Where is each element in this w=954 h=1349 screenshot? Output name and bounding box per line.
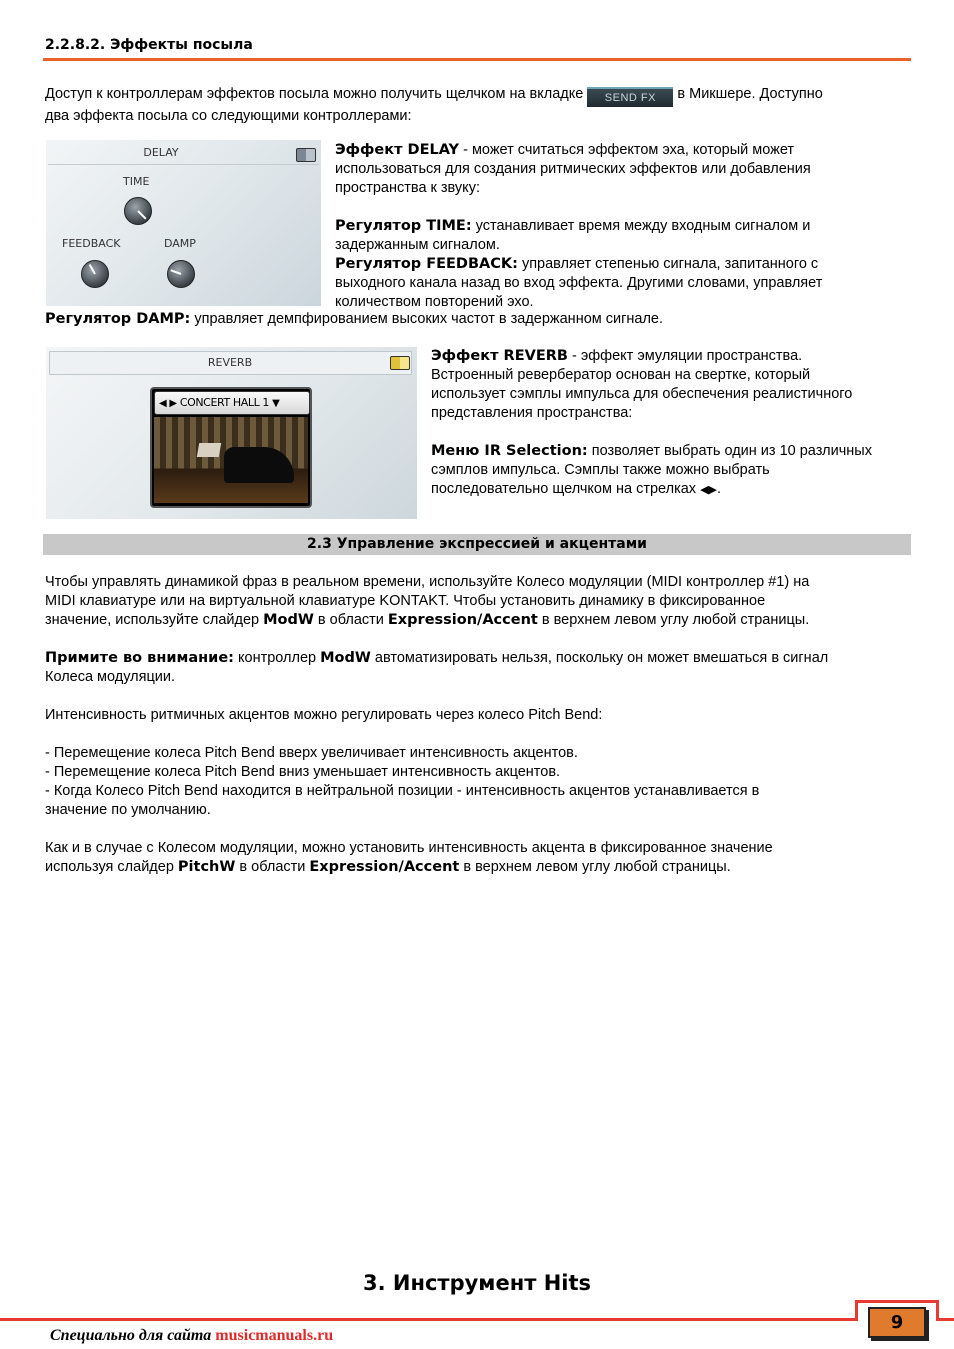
damp-knob[interactable] xyxy=(167,260,195,288)
ir-selection-menu[interactable] xyxy=(154,391,310,415)
damp-control-label: Регулятор DAMP: xyxy=(45,311,191,327)
section-divider xyxy=(43,58,911,61)
bullet-1: - Перемещение колеса Pitch Bend вверх увеличивает интенсивность акцентов. xyxy=(45,745,578,761)
ir-menu-end: . xyxy=(717,481,722,497)
delay-title: DELAY xyxy=(143,146,179,159)
note-label: Примите во внимание: xyxy=(45,650,234,666)
reverb-header xyxy=(49,351,412,375)
delay-panel xyxy=(46,140,321,306)
bullet-3: - Когда Колесо Pitch Bend находится в нейтральной позиции - интенсивность акцентов устанавливается в xyxy=(45,783,760,799)
modw-term: ModW xyxy=(263,612,314,628)
footer-note-text: Специально для сайта xyxy=(50,1327,216,1344)
next-arrow-icon[interactable]: ▶ xyxy=(169,398,177,409)
p1-line2: MIDI клавиатуре или на виртуальной клавиатуре KONTAKT. Чтобы установить динамику в фиксированное xyxy=(45,593,766,609)
p1-line3-end: в верхнем левом углу любой страницы. xyxy=(537,612,810,628)
delay-toggle-button[interactable] xyxy=(296,148,316,162)
bullet-3-line2: значение по умолчанию. xyxy=(45,802,211,818)
delay-heading: Эффект DELAY xyxy=(335,142,460,158)
delay-line3: пространства к звуку: xyxy=(335,180,480,196)
reverb-toggle-button[interactable] xyxy=(390,356,410,370)
band-title: 2.3 Управление экспрессией и акцентами xyxy=(307,536,647,552)
footer-tab-edge xyxy=(855,1300,858,1321)
send-fx-tab[interactable]: SEND FX xyxy=(587,87,673,107)
note-modw-term: ModW xyxy=(320,650,371,666)
reverb-title: REVERB xyxy=(207,356,253,369)
concert-hall-image xyxy=(154,417,308,503)
pitchw-term: PitchW xyxy=(177,859,236,875)
p4-line2-end: в верхнем левом углу любой страницы. xyxy=(459,859,731,875)
reverb-line4: представления пространства: xyxy=(431,405,633,421)
reverb-panel xyxy=(46,347,417,519)
feedback-control-label: Регулятор FEEDBACK: xyxy=(335,256,518,272)
p4-line2-mid: в области xyxy=(235,859,310,875)
music-stand xyxy=(197,443,221,457)
reverb-description xyxy=(431,347,921,500)
ir-menu-text: позволяет выбрать один из 10 различных xyxy=(587,443,872,459)
dropdown-arrow-icon[interactable]: ▼ xyxy=(272,398,280,409)
p4-expression-accent-term: Expression/Accent xyxy=(309,859,460,875)
expression-accent-term: Expression/Accent xyxy=(387,612,538,628)
reverb-heading: Эффект REVERB xyxy=(431,348,568,364)
feedback-label: FEEDBACK xyxy=(62,237,121,250)
footer-rule-right xyxy=(936,1318,954,1321)
note-text: контроллер xyxy=(233,650,321,666)
ir-menu-line2: сэмплов импульса. Сэмплы также можно выбрать xyxy=(431,462,770,478)
delay-line2: использоваться для создания ритмических эффектов или добавления xyxy=(335,161,811,177)
reverb-heading-rest: - эффект эмуляции пространства. xyxy=(567,348,803,364)
damp-control-text: управляет демпфированием высоких частот в задержанном сигнале. xyxy=(190,311,664,327)
prev-arrow-icon[interactable]: ◀ xyxy=(159,398,167,409)
intro-text-after: в Микшере. Доступно xyxy=(673,86,823,102)
page-number: 9 xyxy=(868,1307,926,1338)
piano xyxy=(224,447,294,483)
ir-menu-label: Меню IR Selection: xyxy=(431,443,588,459)
p4-line2: используя слайдер xyxy=(45,859,178,875)
bullet-2: - Перемещение колеса Pitch Bend вниз уменьшает интенсивность акцентов. xyxy=(45,764,561,780)
feedback-control-line2: выходного канала назад во вход эффекта. Другими словами, управляет xyxy=(335,275,823,291)
time-control-text: устанавливает время между входным сигналом и xyxy=(471,218,811,234)
reverb-line3: использует сэмплы импульса для обеспечения реалистичного xyxy=(431,386,853,402)
ir-menu-line3: последовательно щелчком на стрелках xyxy=(431,481,697,497)
intro-paragraph xyxy=(45,85,915,126)
damp-label: DAMP xyxy=(164,237,196,250)
intro-text: Доступ к контроллерам эффектов посыла можно получить щелчком на вкладке xyxy=(45,86,588,102)
time-label: TIME xyxy=(123,175,150,188)
damp-description xyxy=(45,310,915,329)
footer-site-link[interactable]: musicmanuals.ru xyxy=(215,1327,334,1344)
footer-note xyxy=(50,1327,333,1345)
arrows-icon: ◀▶ xyxy=(700,484,718,496)
feedback-control-text: управляет степенью сигнала, запитанного с xyxy=(517,256,819,272)
reverb-line2: Встроенный ревербератор основан на свертке, который xyxy=(431,367,811,383)
ir-selection-box xyxy=(150,387,312,508)
note-line2: Колеса модуляции. xyxy=(45,669,176,685)
feedback-control-line3: количеством повторений эхо. xyxy=(335,294,534,310)
p4-line1: Как и в случае с Колесом модуляции, можно установить интенсивность акцента в фиксированное значение xyxy=(45,840,773,856)
time-control-line2: задержанным сигналом. xyxy=(335,237,500,253)
footer-tab-top xyxy=(855,1300,939,1303)
delay-heading-rest: - может считаться эффектом эха, который может xyxy=(459,142,795,158)
next-chapter-title: 3. Инструмент Hits xyxy=(362,1271,592,1295)
delay-description xyxy=(335,141,915,312)
p1-line3: значение, используйте слайдер xyxy=(45,612,264,628)
section-title: 2.2.8.2. Эффекты посыла xyxy=(45,37,253,53)
note-text-rest: автоматизировать нельзя, поскольку он может вмешаться в сигнал xyxy=(370,650,829,666)
p1-line3-mid: в области xyxy=(313,612,388,628)
ir-selected-value: CONCERT HALL 1 xyxy=(179,396,270,409)
time-control-label: Регулятор TIME: xyxy=(335,218,472,234)
intro-text-line2: два эффекта посыла со следующими контроллерами: xyxy=(45,108,412,124)
time-knob[interactable] xyxy=(124,197,152,225)
p3: Интенсивность ритмичных акцентов можно регулировать через колесо Pitch Bend: xyxy=(45,707,603,723)
p1-line1: Чтобы управлять динамикой фраз в реальном времени, используйте Колесо модуляции (MIDI контроллер #1) на xyxy=(45,574,810,590)
footer-rule xyxy=(0,1318,855,1321)
section-band xyxy=(43,534,911,555)
expression-body xyxy=(45,573,925,877)
feedback-knob[interactable] xyxy=(81,260,109,288)
